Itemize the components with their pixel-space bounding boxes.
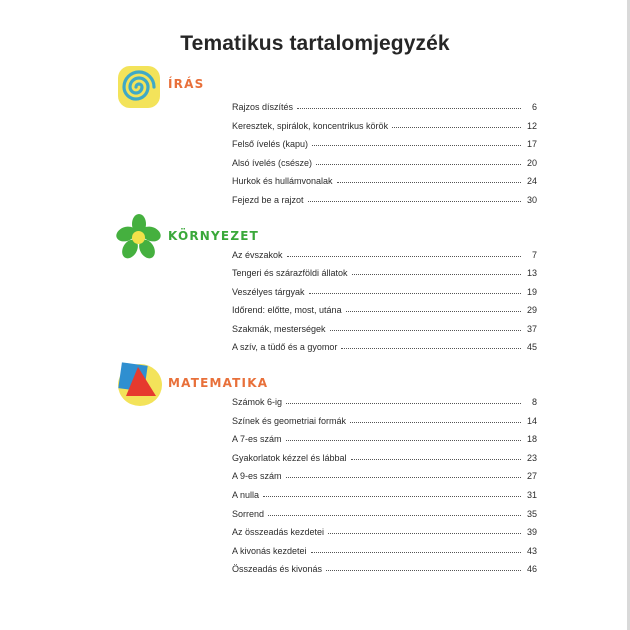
dot-leader [330,322,521,331]
entry-page: 29 [526,305,537,315]
entry-label: Színek és geometriai formák [232,416,347,426]
spiral-icon [114,62,164,112]
entry-label: Az összeadás kezdetei [232,527,325,537]
entry-page: 17 [526,139,537,149]
toc-entry[interactable] [232,452,537,466]
entry-label: A szív, a tüdő és a gyomor [232,342,338,352]
toc-entry[interactable] [232,323,537,337]
dot-leader [312,137,521,146]
entry-page: 43 [526,546,537,556]
entry-label: Összeadás és kivonás [232,564,323,574]
dot-leader [286,469,521,478]
dot-leader [286,432,521,441]
toc-entry[interactable] [232,138,537,152]
entry-page: 23 [526,453,537,463]
entry-page: 27 [526,471,537,481]
dot-leader [268,507,521,516]
entry-page: 45 [526,342,537,352]
dot-leader [352,266,521,275]
dot-leader [311,544,521,553]
entry-label: Időrend: előtte, most, utána [232,305,342,315]
entry-page: 37 [526,324,537,334]
entry-label: A kivonás kezdetei [232,546,307,556]
entry-label: A 7-es szám [232,434,282,444]
section-label-kornyezet: KÖRNYEZET [168,229,260,243]
toc-entry[interactable] [232,341,537,355]
entry-label: Rajzos díszítés [232,102,294,112]
entry-label: Az évszakok [232,250,283,260]
entry-page: 24 [526,176,537,186]
entry-label: Hurkok és hullámvonalak [232,176,333,186]
toc-entry[interactable] [232,286,537,300]
dot-leader [286,395,521,404]
entry-page: 39 [526,527,537,537]
toc-entry[interactable] [232,249,537,263]
toc-entry[interactable] [232,526,537,540]
shapes-icon [114,358,164,408]
entry-label: Szakmák, mesterségek [232,324,326,334]
toc-entry[interactable] [232,101,537,115]
dot-leader [297,100,521,109]
section-label-matematika: MATEMATIKA [168,376,269,390]
entry-page: 8 [531,397,537,407]
entry-label: Veszélyes tárgyak [232,287,305,297]
entry-page: 14 [526,416,537,426]
entry-label: Felső ívelés (kapu) [232,139,309,149]
entry-page: 6 [531,102,537,112]
entry-page: 46 [526,564,537,574]
dot-leader [326,562,521,571]
dot-leader [350,414,521,423]
dot-leader [287,248,521,257]
entry-label: Fejezd be a rajzot [232,195,304,205]
toc-entry[interactable] [232,508,537,522]
entry-label: Tengeri és szárazföldi állatok [232,268,348,278]
dot-leader [308,193,521,202]
dot-leader [392,119,521,128]
dot-leader [351,451,521,460]
entry-page: 13 [526,268,537,278]
dot-leader [341,340,521,349]
entry-page: 19 [526,287,537,297]
entry-page: 31 [526,490,537,500]
dot-leader [316,156,521,165]
entry-label: Gyakorlatok kézzel és lábbal [232,453,347,463]
toc-entry[interactable] [232,415,537,429]
entry-label: A nulla [232,490,260,500]
entry-page: 12 [526,121,537,131]
toc-entry[interactable] [232,267,537,281]
entry-label: Sorrend [232,509,265,519]
toc-entry[interactable] [232,563,537,577]
dot-leader [263,488,521,497]
entry-page: 7 [531,250,537,260]
entry-label: A 9-es szám [232,471,282,481]
toc-entry[interactable] [232,304,537,318]
toc-entry[interactable] [232,120,537,134]
toc-entry[interactable] [232,489,537,503]
dot-leader [346,303,521,312]
toc-entry[interactable] [232,433,537,447]
entry-page: 20 [526,158,537,168]
flower-icon [114,212,164,262]
toc-entry[interactable] [232,470,537,484]
dot-leader [337,174,521,183]
toc-entry[interactable] [232,175,537,189]
entry-page: 18 [526,434,537,444]
entry-label: Számok 6-ig [232,397,283,407]
toc-entry[interactable] [232,194,537,208]
dot-leader [309,285,521,294]
entry-page: 30 [526,195,537,205]
toc-entry[interactable] [232,545,537,559]
entry-label: Alsó ívelés (csésze) [232,158,313,168]
dot-leader [328,525,521,534]
page-title: Tematikus tartalomjegyzék [180,32,450,55]
toc-entry[interactable] [232,157,537,171]
entry-page: 35 [526,509,537,519]
entry-label: Keresztek, spirálok, koncentrikus körök [232,121,389,131]
section-label-iras: ÍRÁS [168,77,205,91]
toc-entry[interactable] [232,396,537,410]
